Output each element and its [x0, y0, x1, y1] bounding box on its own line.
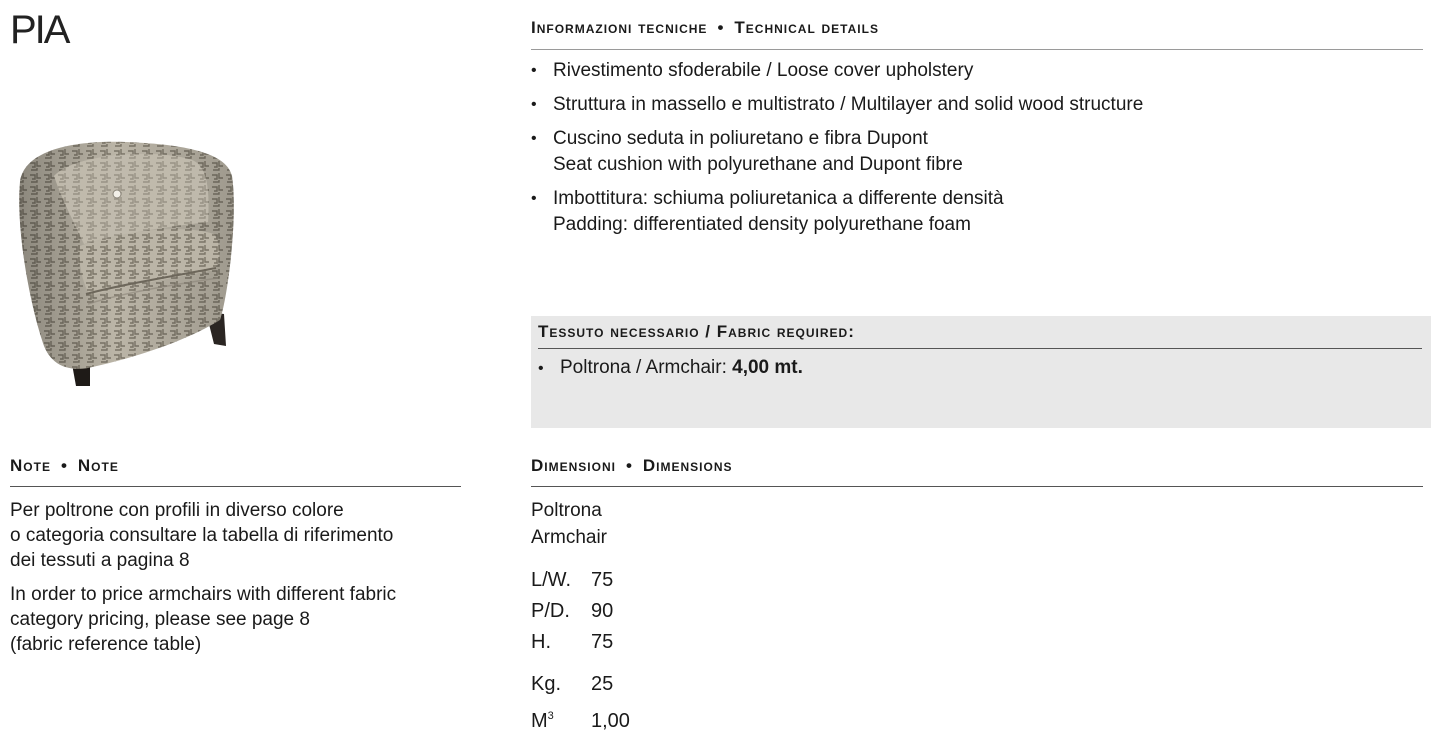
dimension-label [531, 701, 591, 736]
note-divider [10, 486, 461, 487]
dimension-label-sup: 3 [547, 710, 554, 722]
dimension-value: 25 [591, 673, 614, 695]
note-heading-it: Note [10, 456, 51, 475]
note-line: (fabric reference table) [10, 634, 202, 655]
armchair-image [14, 136, 240, 390]
dimension-row-weight [531, 669, 613, 699]
dimension-row-height [531, 627, 613, 657]
item-text: • Rivestimento sfoderabile / Loose cover upholstery [553, 60, 974, 81]
note-heading-en: Note [77, 456, 119, 475]
fabric-divider [538, 348, 1422, 349]
item-text-en: Seat cushion with polyurethane and Dupont fibre [553, 154, 963, 175]
technical-heading-en: Technical details [734, 18, 879, 37]
list-item [531, 186, 1421, 238]
note-line: In order to price armchairs with different fabric [10, 584, 397, 605]
product-title: PIA [10, 8, 69, 52]
item-text: • Cuscino seduta in poliuretano e fibra Dupont [553, 128, 928, 149]
dimension-label-text: M [531, 710, 548, 732]
list-item [531, 126, 1421, 178]
technical-heading [531, 18, 879, 38]
dimension-value: 90 [591, 600, 614, 622]
note-line: category pricing, please see page 8 [10, 609, 310, 630]
heading-separator: • [717, 18, 725, 37]
technical-divider [531, 49, 1423, 50]
dimension-value: 1,00 [591, 710, 630, 732]
fabric-heading: Tessuto necessario / Fabric required: [538, 322, 855, 341]
fabric-item-value: 4,00 mt. [732, 357, 803, 378]
dimension-value: 75 [591, 631, 614, 653]
technical-list [531, 58, 1421, 246]
heading-separator: • [60, 456, 68, 475]
item-text-en: Padding: differentiated density polyurethane foam [553, 214, 971, 235]
dimensions-divider [531, 486, 1423, 487]
dimension-row-depth [531, 596, 613, 626]
bullet: • [538, 360, 544, 377]
dimensions-product-it: Poltrona [531, 500, 602, 521]
fabric-item-label: Poltrona / Armchair: [560, 357, 727, 378]
heading-separator: • [625, 456, 633, 475]
list-item [531, 92, 1421, 118]
dimensions-heading-en: Dimensions [642, 456, 733, 475]
dimensions-heading-it: Dimensioni [531, 456, 616, 475]
dimensions-heading [531, 456, 733, 476]
note-heading [10, 456, 119, 476]
dimension-label: P/D. [531, 600, 570, 622]
dimensions-product-en: Armchair [531, 527, 608, 548]
dimension-value: 75 [591, 569, 614, 591]
dimension-label: H. [531, 631, 551, 653]
list-item [531, 58, 1421, 84]
fabric-item [538, 355, 803, 382]
item-text: • Imbottitura: schiuma poliuretanica a differente densità [553, 188, 1004, 209]
note-line: o categoria consultare la tabella di riferimento [10, 525, 394, 546]
dimension-label: L/W. [531, 569, 572, 591]
note-paragraph-en [10, 582, 470, 657]
dimension-label: Kg. [531, 673, 562, 695]
technical-heading-it: Informazioni tecniche [531, 18, 708, 37]
dimension-row-volume [531, 701, 630, 736]
dimension-row-width [531, 565, 613, 595]
note-line: Per poltrone con profili in diverso colore [10, 500, 344, 521]
item-text: • Struttura in massello e multistrato / Multilayer and solid wood structure [553, 94, 1144, 115]
note-line: dei tessuti a pagina 8 [10, 550, 190, 571]
note-paragraph-it [10, 498, 470, 573]
